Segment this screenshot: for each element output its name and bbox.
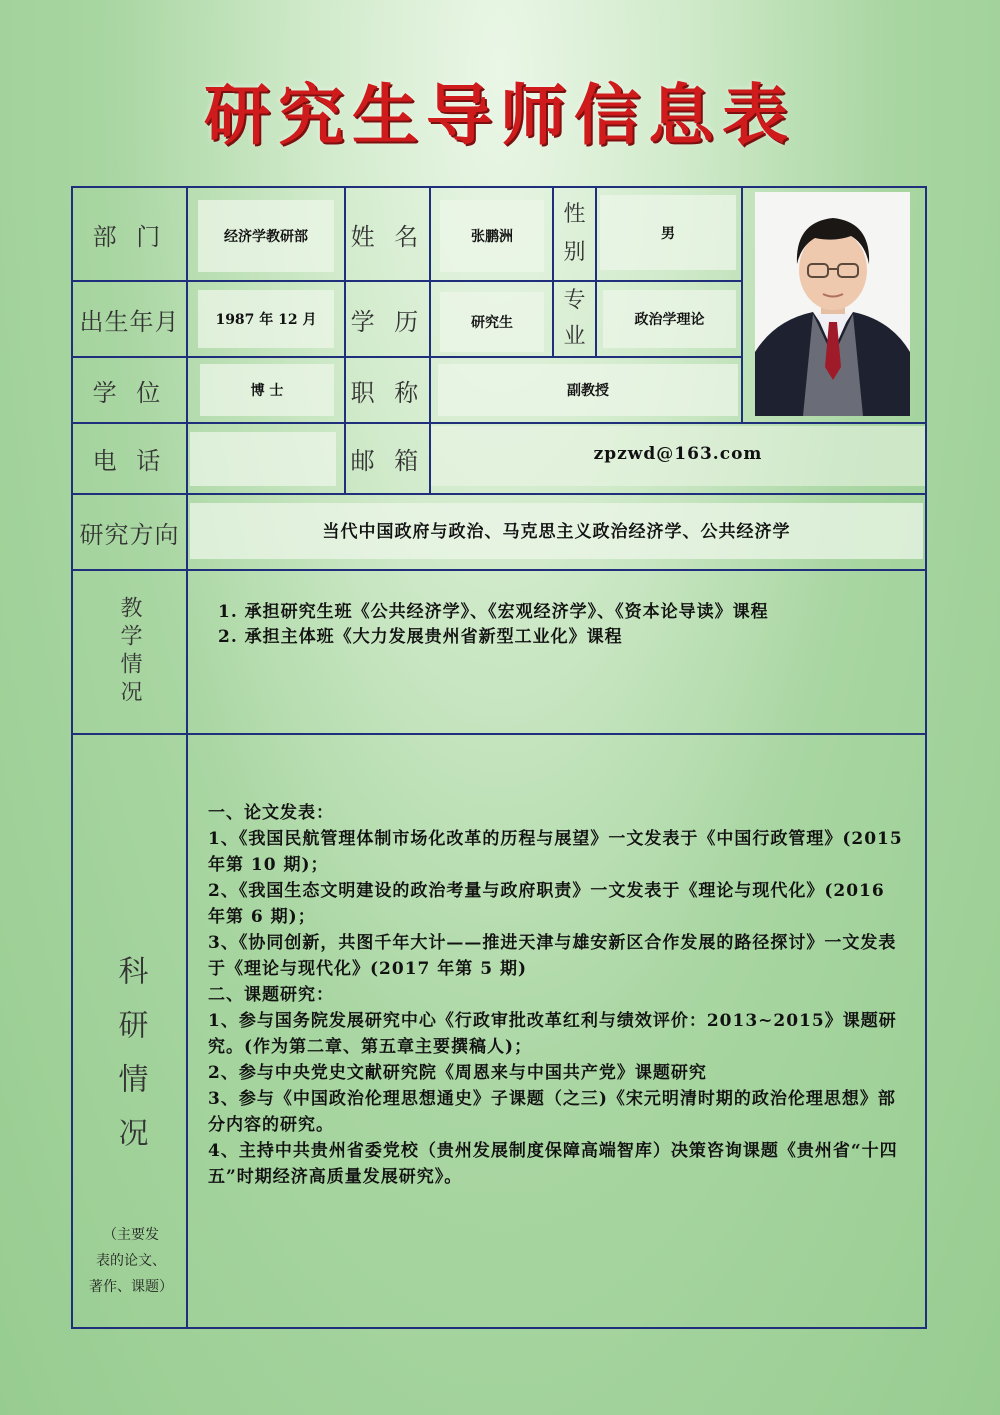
dept-label: 部 门 xyxy=(92,222,167,251)
phone-label: 电 话 xyxy=(92,447,167,475)
name-label: 姓 名 xyxy=(350,222,425,251)
research-label xyxy=(73,955,186,1171)
research-item: 4、主持中共贵州省委党校（贵州发展制度保障高端智库）决策咨询课题《贵州省“十四五”时期经济高质量发展研究》。 xyxy=(208,1141,898,1187)
page-title: 研究生导师信息表 xyxy=(204,77,796,154)
rank-value: 副教授 xyxy=(438,364,738,416)
research-item: 3、参与《中国政治伦理思想通史》子课题（之三)《宋元明清时期的政治伦理思想》部分内容的研究。 xyxy=(208,1089,896,1135)
degree-value: 博 士 xyxy=(200,364,334,416)
direction-value: 当代中国政府与政治、马克思主义政治经济学、公共经济学 xyxy=(190,503,923,559)
edu-value: 研究生 xyxy=(440,292,544,352)
research-note-line: 表的论文、 xyxy=(96,1253,166,1269)
dept-value: 经济学教研部 xyxy=(198,200,334,272)
birth-value: 1987 年 12 月 xyxy=(198,290,334,348)
major-label: 专业 xyxy=(563,288,586,349)
research-item: 二、课题研究： xyxy=(208,985,334,1005)
phone-value xyxy=(190,432,336,486)
edu-label: 学 历 xyxy=(350,307,425,336)
degree-label: 学 位 xyxy=(92,378,167,407)
research-item: 2、参与中央党史文献研究院《周恩来与中国共产党》课题研究 xyxy=(208,1063,707,1083)
rank-label: 职 称 xyxy=(350,378,425,407)
research-item: 1、参与国务院发展研究中心《行政审批改革红利与绩效评价：2013~2015》课题研究。(作为第二章、第五章主要撰稿人)； xyxy=(208,1011,897,1057)
research-note-line: （主要发 xyxy=(103,1227,159,1243)
research-label-text: 科研情况 xyxy=(112,955,148,1171)
teaching-item: 1. 承担研究生班《公共经济学》、《宏观经济学》、《资本论导读》课程 xyxy=(218,602,769,622)
teaching-item: 2. 承担主体班《大力发展贵州省新型工业化》课程 xyxy=(218,627,623,647)
email-value: zpzwd@163.com xyxy=(431,426,925,486)
research-item: 1、《我国民航管理体制市场化改革的历程与展望》一文发表于《中国行政管理》(2015 年第 10 期)； xyxy=(208,829,903,875)
teaching-content xyxy=(218,600,908,650)
research-item: 一、论文发表： xyxy=(208,803,334,823)
major-value: 政治学理论 xyxy=(603,290,736,348)
name-value: 张鹏洲 xyxy=(440,200,544,272)
email-label: 邮 箱 xyxy=(350,447,425,475)
research-item: 2、《我国生态文明建设的政治考量与政府职责》一文发表于《理论与现代化》(2016 年第 6 期)； xyxy=(208,881,885,927)
portrait-photo xyxy=(755,192,910,416)
research-item: 3、《协同创新，共图千年大计——推进天津与雄安新区合作发展的路径探讨》一文发表于《理论与现代化》(2017 年第 5 期) xyxy=(208,933,897,979)
birth-label: 出生年月 xyxy=(79,307,180,336)
teaching-label xyxy=(73,596,186,708)
teaching-label-text: 教学情况 xyxy=(117,596,142,708)
research-content xyxy=(208,800,908,1190)
portrait-image xyxy=(755,192,910,416)
gender-label: 性别 xyxy=(563,202,586,265)
gender-value: 男 xyxy=(600,195,736,270)
direction-label: 研究方向 xyxy=(79,520,180,549)
research-note xyxy=(76,1222,186,1300)
research-note-line: 著作、课题） xyxy=(89,1279,173,1295)
